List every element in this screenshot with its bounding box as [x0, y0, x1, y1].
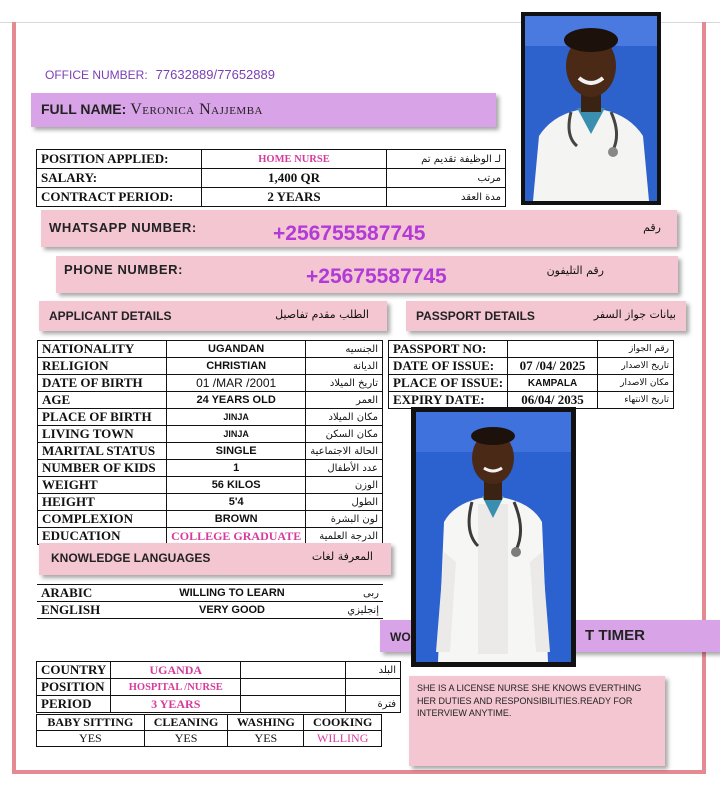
table-row [37, 715, 382, 731]
applicant-details-table [37, 340, 383, 545]
language-name: ARABIC [37, 585, 167, 602]
applicant-photo-full [411, 407, 576, 667]
phone-label: PHONE NUMBER: [64, 262, 184, 277]
passport-field-value: 07 /04/ 2025 [508, 358, 598, 375]
table-row [38, 528, 383, 545]
skill-label: CLEANING [144, 715, 228, 731]
passport-details-label: PASSPORT DETAILS [416, 309, 535, 323]
applicant-field-label: HEIGHT [38, 494, 167, 511]
table-row [38, 358, 383, 375]
contract-period-label: CONTRACT PERIOD: [37, 188, 202, 207]
applicant-details-label: APPLICANT DETAILS [49, 309, 172, 323]
contract-period-arabic: مدة العقد [387, 188, 506, 207]
passport-details-header [406, 301, 686, 331]
remarks-box [409, 676, 665, 766]
applicant-field-value: JINJA [167, 409, 306, 426]
table-row [38, 426, 383, 443]
applicant-field-label: AGE [38, 392, 167, 409]
applicant-field-arabic: الطول [306, 494, 383, 511]
table-row [38, 494, 383, 511]
table-row [37, 696, 401, 713]
language-level: WILLING TO LEARN [167, 585, 297, 602]
full-name-label: FULL NAME: [41, 101, 127, 117]
applicant-field-arabic: تاريخ الميلاد [306, 375, 383, 392]
language-arabic: إنجليزي [297, 602, 383, 619]
skill-value: YES [228, 731, 304, 747]
language-level: VERY GOOD [167, 602, 297, 619]
applicant-field-arabic: الجنسيه [306, 341, 383, 358]
skill-label: COOKING [304, 715, 382, 731]
applicant-field-arabic: العمر [306, 392, 383, 409]
contract-period-value: 2 YEARS [202, 188, 387, 207]
passport-field-value: 06/04/ 2035 [508, 392, 598, 409]
applicant-field-arabic: الديانة [306, 358, 383, 375]
applicant-field-label: RELIGION [38, 358, 167, 375]
passport-details-arabic: بيانات جواز السفر [593, 308, 676, 321]
experience-value: HOSPITAL /NURSE [111, 679, 241, 696]
experience-label: POSITION [37, 679, 111, 696]
salary-label: SALARY: [37, 169, 202, 188]
passport-field-label: EXPIRY DATE: [389, 392, 508, 409]
applicant-field-label: COMPLEXION [38, 511, 167, 528]
experience-table [36, 661, 401, 713]
table-row [38, 409, 383, 426]
applicant-field-label: LIVING TOWN [38, 426, 167, 443]
applicant-field-value: SINGLE [167, 443, 306, 460]
experience-label: COUNTRY [37, 662, 111, 679]
applicant-field-label: WEIGHT [38, 477, 167, 494]
passport-field-arabic: رقم الجواز [598, 341, 674, 358]
passport-field-arabic: تاريخ الانتهاء [598, 392, 674, 409]
experience-label: PERIOD [37, 696, 111, 713]
full-name-value: Veronica Najjemba [130, 101, 263, 118]
experience-blank [241, 696, 346, 713]
experience-blank [241, 679, 346, 696]
passport-field-label: PLACE OF ISSUE: [389, 375, 508, 392]
full-name-box [31, 93, 496, 127]
table-row [389, 358, 674, 375]
table-row [38, 443, 383, 460]
phone-box [56, 256, 678, 293]
whatsapp-number[interactable]: +256755587745 [273, 222, 426, 245]
office-number [45, 67, 275, 82]
applicant-field-arabic: مكان الميلاد [306, 409, 383, 426]
experience-value: UGANDA [111, 662, 241, 679]
passport-field-arabic: مكان الاصدار [598, 375, 674, 392]
applicant-field-arabic: الوزن [306, 477, 383, 494]
table-row [38, 392, 383, 409]
applicant-field-value: JINJA [167, 426, 306, 443]
applicant-field-value: 1 [167, 460, 306, 477]
skill-label: BABY SITTING [37, 715, 145, 731]
applicant-details-header [39, 301, 387, 331]
table-row [38, 375, 383, 392]
remarks-text: SHE IS A LICENSE NURSE SHE KNOWS EVERTHING HER DUTIES AND RESPONSIBILITIES.READY FOR INTERVIEW ANYTIME. [417, 683, 642, 718]
applicant-field-label: DATE OF BIRTH [38, 375, 167, 392]
table-row [37, 602, 383, 619]
table-row [37, 662, 401, 679]
experience-arabic: فترة [346, 696, 401, 713]
position-value: HOME NURSE [202, 150, 387, 169]
table-row [37, 585, 383, 602]
table-row [37, 169, 506, 188]
applicant-details-arabic: الطلب مقدم تفاصيل [275, 308, 369, 321]
whatsapp-label: WHATSAPP NUMBER: [49, 220, 197, 235]
applicant-field-arabic: الحالة الاجتماعية [306, 443, 383, 460]
position-label: POSITION APPLIED: [37, 150, 202, 169]
experience-blank [241, 662, 346, 679]
passport-details-table [388, 340, 674, 409]
table-row [38, 511, 383, 528]
skill-value: YES [144, 731, 228, 747]
whatsapp-box [41, 210, 677, 247]
language-name: ENGLISH [37, 602, 167, 619]
applicant-field-arabic: الدرجة العلمية [306, 528, 383, 545]
applicant-field-label: MARITAL STATUS [38, 443, 167, 460]
applicant-photo-portrait [521, 12, 661, 205]
passport-field-value [508, 341, 598, 358]
skills-table [36, 714, 382, 747]
table-row [389, 375, 674, 392]
applicant-field-arabic: لون البشرة [306, 511, 383, 528]
knowledge-languages-header [39, 543, 391, 575]
languages-table [37, 584, 383, 619]
applicant-field-arabic: عدد الأطفال [306, 460, 383, 477]
applicant-field-value: 56 KILOS [167, 477, 306, 494]
salary-value: 1,400 QR [202, 169, 387, 188]
table-row [37, 188, 506, 207]
passport-field-value: KAMPALA [508, 375, 598, 392]
table-row [37, 679, 401, 696]
knowledge-languages-arabic: المعرفة لغات [311, 550, 373, 563]
applicant-field-value: BROWN [167, 511, 306, 528]
passport-field-label: DATE OF ISSUE: [389, 358, 508, 375]
table-row [37, 150, 506, 169]
applicant-field-value: COLLEGE GRADUATE [167, 528, 306, 545]
table-row [38, 460, 383, 477]
table-row [389, 341, 674, 358]
table-row [38, 477, 383, 494]
applicant-field-arabic: مكان السكن [306, 426, 383, 443]
work-type-left-text: WO [390, 630, 411, 644]
office-number-value: 77632889/77652889 [155, 67, 275, 82]
applicant-field-value: UGANDAN [167, 341, 306, 358]
experience-arabic [346, 679, 401, 696]
salary-arabic: مرتب [387, 169, 506, 188]
applicant-field-label: PLACE OF BIRTH [38, 409, 167, 426]
phone-number[interactable]: +25675587745 [306, 265, 447, 288]
position-table [36, 149, 506, 207]
applicant-field-value: CHRISTIAN [167, 358, 306, 375]
knowledge-languages-label: KNOWLEDGE LANGUAGES [51, 551, 211, 565]
table-row [37, 731, 382, 747]
skill-value: YES [37, 731, 145, 747]
table-row [389, 392, 674, 409]
whatsapp-arabic: رقم [643, 221, 661, 234]
language-arabic: ربى [297, 585, 383, 602]
applicant-field-label: NUMBER OF KIDS [38, 460, 167, 477]
experience-value: 3 YEARS [111, 696, 241, 713]
skill-value: WILLING [304, 731, 382, 747]
work-type-right-text: T TIMER [585, 627, 645, 644]
table-row [38, 341, 383, 358]
skill-label: WASHING [228, 715, 304, 731]
applicant-field-label: NATIONALITY [38, 341, 167, 358]
experience-arabic: البلد [346, 662, 401, 679]
passport-field-arabic: تاريخ الاصدار [598, 358, 674, 375]
applicant-field-value: 24 YEARS OLD [167, 392, 306, 409]
office-number-label: OFFICE NUMBER: [45, 68, 148, 82]
position-arabic: لـ الوظيفة تقديم تم [387, 150, 506, 169]
applicant-field-label: EDUCATION [38, 528, 167, 545]
passport-field-label: PASSPORT NO: [389, 341, 508, 358]
phone-arabic: رقم التليفون [546, 264, 604, 277]
applicant-field-value: 01 /MAR /2001 [167, 375, 306, 392]
applicant-field-value: 5'4 [167, 494, 306, 511]
